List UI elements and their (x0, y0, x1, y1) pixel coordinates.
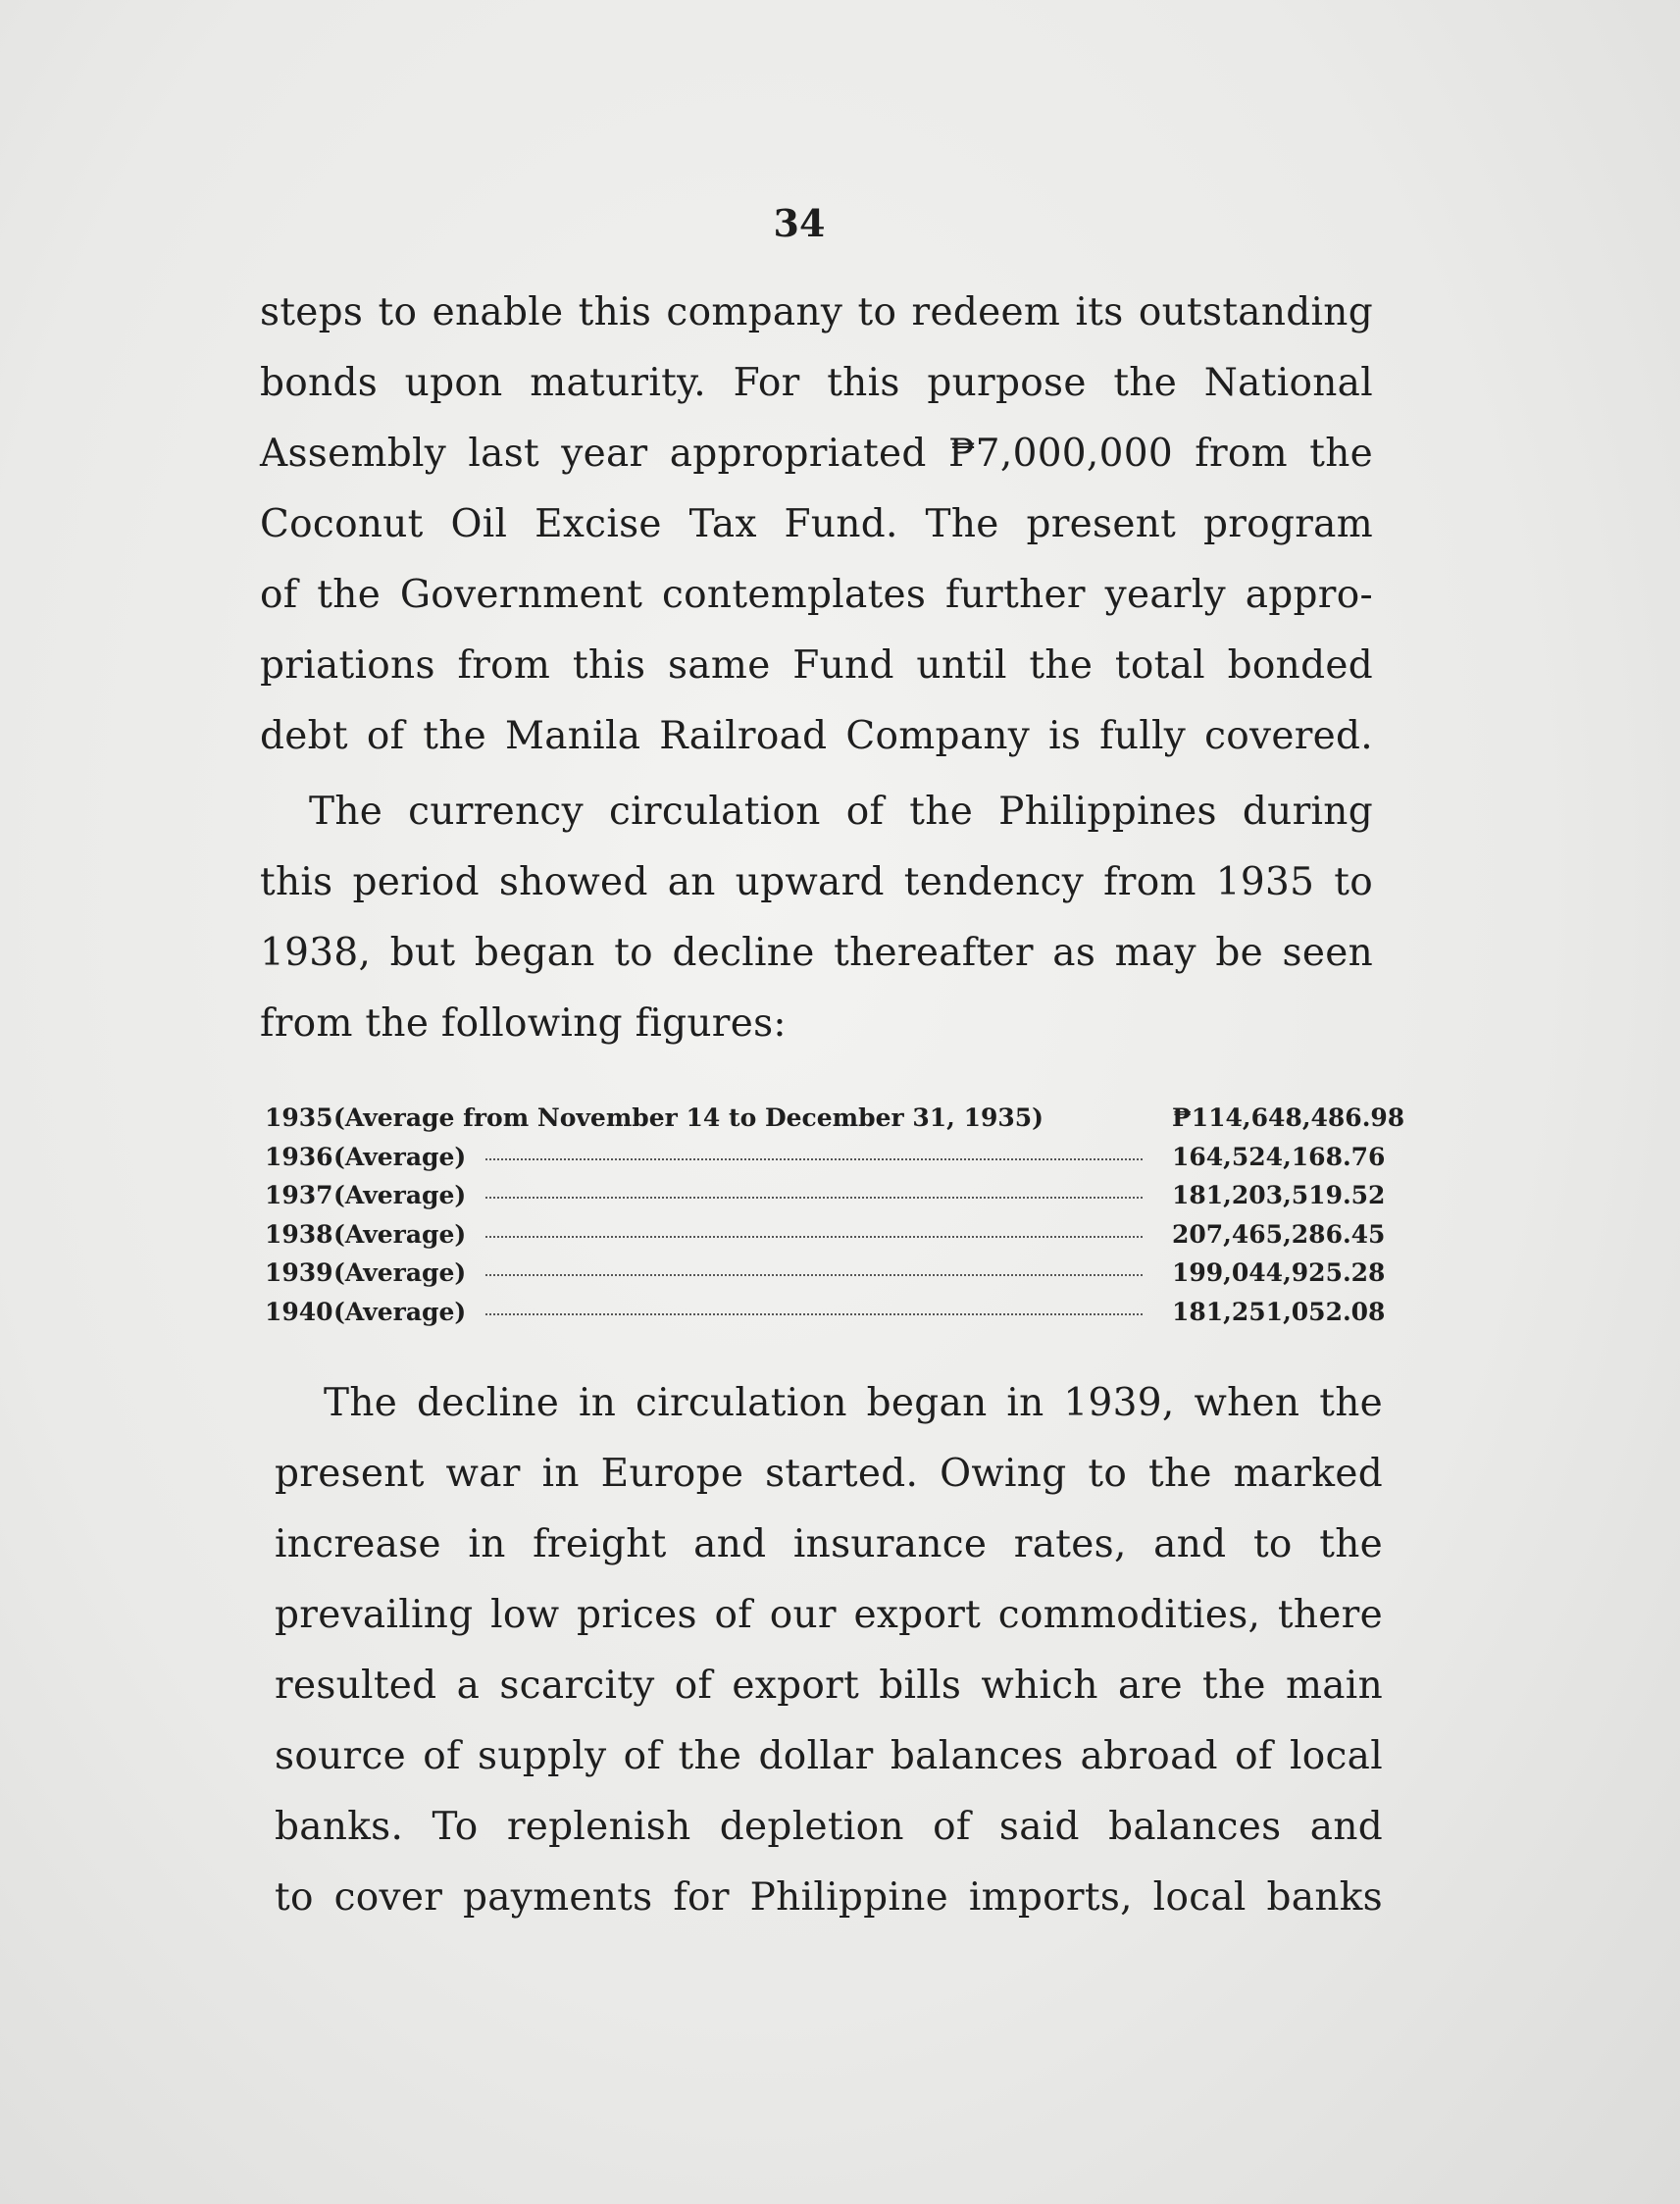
table-row (265, 1176, 1386, 1215)
text-line: from the following figures: (260, 1001, 787, 1046)
row-amount: 181,203,519.52 (1172, 1181, 1386, 1209)
row-amount: 199,044,925.28 (1172, 1258, 1386, 1287)
row-year: 1937 (265, 1181, 333, 1209)
table-row (265, 1293, 1386, 1332)
text-line: steps to enable this company to redeem its outstanding (260, 290, 1373, 334)
dot-leader (485, 1158, 1143, 1160)
row-year: 1940 (265, 1297, 333, 1326)
text-line: source of supply of the dollar balances abroad of local (275, 1734, 1383, 1778)
row-label: (Average from November 14 to December 31, 1935) (333, 1103, 1044, 1132)
row-label: (Average) (333, 1142, 467, 1171)
text-line: debt of the Manila Railroad Company is fully covered. (260, 714, 1373, 758)
text-line: present war in Europe started. Owing to the marked (275, 1452, 1383, 1496)
table-row (265, 1215, 1386, 1255)
dot-leader (485, 1236, 1143, 1238)
paragraph-2 (260, 777, 1373, 1059)
currency-circulation-table (265, 1099, 1405, 1331)
text-line: bonds upon maturity. For this purpose the National (260, 361, 1373, 405)
text-line: Coconut Oil Excise Tax Fund. The present program (260, 502, 1373, 546)
row-year: 1936 (265, 1142, 333, 1171)
text-line: banks. To replenish depletion of said balances and (275, 1805, 1383, 1849)
row-amount: 164,524,168.76 (1172, 1142, 1386, 1171)
row-label: (Average) (333, 1258, 467, 1287)
row-year: 1938 (265, 1219, 333, 1249)
text-line: increase in freight and insurance rates, and to the (275, 1522, 1383, 1566)
text-line: of the Government contemplates further yearly appro- (260, 573, 1373, 617)
text-line: Assembly last year appropriated ₱7,000,000 from the (260, 432, 1373, 476)
text-line: this period showed an upward tendency from 1935 to (260, 860, 1373, 904)
row-label: (Average) (333, 1219, 467, 1249)
row-amount: 181,251,052.08 (1172, 1297, 1386, 1326)
text-line: priations from this same Fund until the total bonded (260, 643, 1373, 688)
row-year: 1939 (265, 1258, 333, 1287)
text-line: The currency circulation of the Philippines during (309, 790, 1373, 834)
page-number: 34 (773, 201, 826, 245)
text-line: prevailing low prices of our export commodities, there (275, 1593, 1383, 1637)
table-row (265, 1254, 1386, 1293)
table-row (265, 1099, 1405, 1138)
text-line: resulted a scarcity of export bills which are the main (275, 1664, 1383, 1708)
row-amount: 207,465,286.45 (1172, 1219, 1386, 1249)
paragraph-1 (260, 278, 1373, 772)
dot-leader (485, 1197, 1143, 1199)
text-line: The decline in circulation began in 1939, when the (324, 1381, 1383, 1425)
paragraph-3 (275, 1368, 1383, 1933)
row-amount: ₱114,648,486.98 (1172, 1103, 1405, 1132)
table-row (265, 1138, 1386, 1177)
row-year: 1935 (265, 1103, 333, 1132)
dot-leader (485, 1274, 1143, 1276)
dot-leader (485, 1313, 1143, 1315)
row-label: (Average) (333, 1297, 467, 1326)
row-label: (Average) (333, 1181, 467, 1209)
text-line: 1938, but began to decline thereafter as may be seen (260, 931, 1373, 975)
text-line: to cover payments for Philippine imports, local banks (275, 1875, 1383, 1920)
